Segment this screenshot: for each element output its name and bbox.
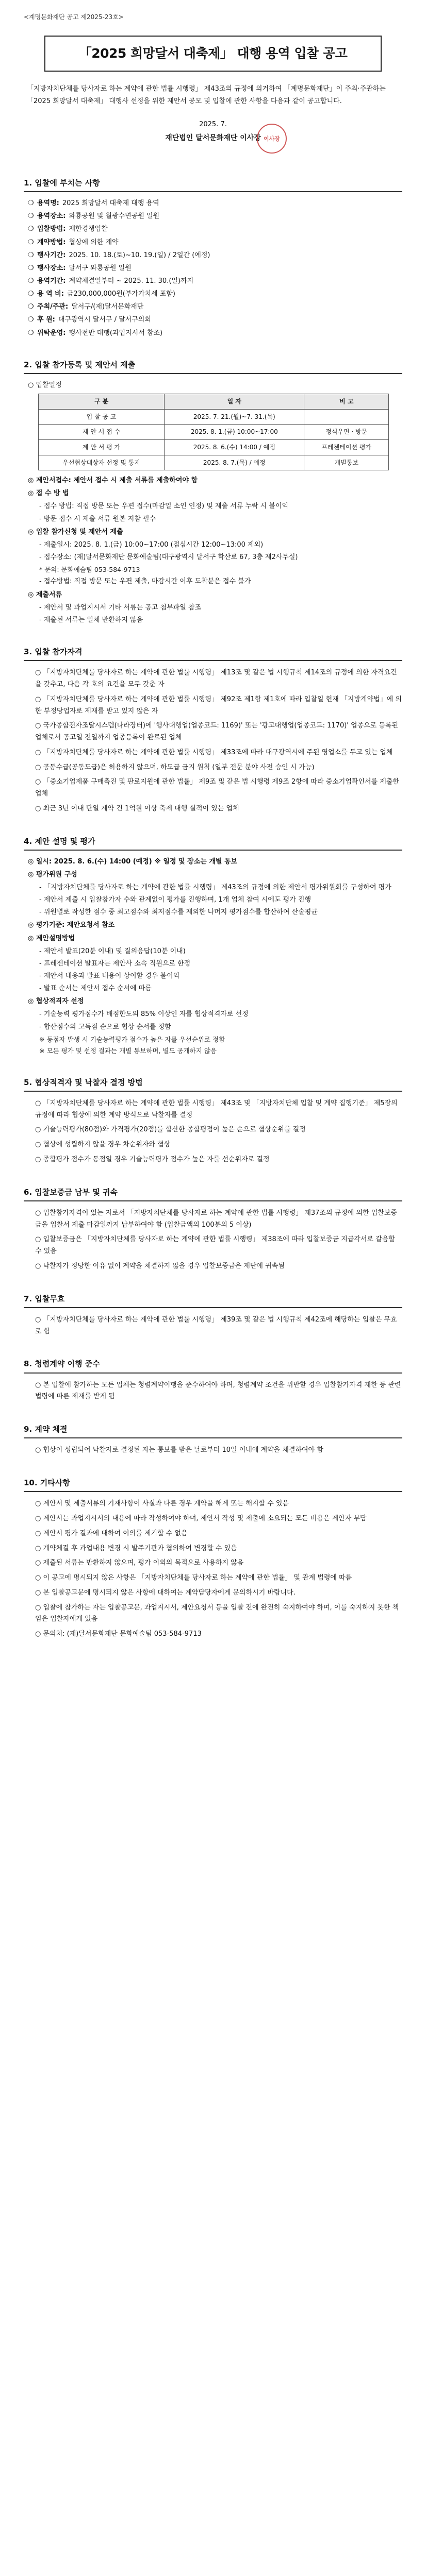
list-item: ◎ 평가기준: 제안요청서 참조: [28, 921, 115, 929]
bid-item-row: [28, 289, 402, 299]
paragraph-item: ○ 문의처: (재)달서문화재단 문화예술팀 053-584-9713: [35, 1630, 202, 1638]
list-item: - 접수 방법: 직접 방문 또는 우편 접수(마감일 소인 인정) 및 제출 서류 누락 시 불이익: [39, 502, 289, 511]
paragraph-item: ○ 입찰보증금은 「지방자치단체를 당사자로 하는 계약에 관한 법률 시행령」 제38조에 따라 입찰보증금 지급각서로 갈음할 수 있음: [35, 1235, 395, 1255]
seal-text: 이사장: [264, 135, 280, 142]
list-item: - 제출된 서류는 일체 반환하지 않음: [39, 616, 143, 624]
list-item: ◎ 협상적격자 선정: [28, 997, 84, 1006]
list-item: ◎ 접 수 방 법: [28, 489, 69, 498]
bid-item-label: 위탁운영:: [37, 329, 66, 337]
integrity-list: [24, 1380, 402, 1403]
bullet-icon: ❍: [28, 303, 34, 311]
list-item: - 기술능력 평가점수가 배점한도의 85% 이상인 자를 협상적격자로 선정: [39, 1010, 249, 1019]
bid-item-label: 행사기간:: [37, 251, 66, 259]
bid-item-value: 달서구/(재)달서문화재단: [71, 303, 144, 311]
schedule-cell: 우선협상대상자 선정 및 통지: [39, 455, 165, 470]
announcement-title: 「2025 희망달서 대축제」 대행 용역 입찰 공고: [44, 36, 382, 72]
schedule-table-body: [39, 409, 389, 470]
section-title: 8. 청렴계약 이행 준수: [24, 1358, 402, 1373]
bid-item-row: [28, 328, 402, 338]
schedule-header-cell: 비 고: [304, 394, 389, 410]
schedule-heading: ○ 입찰일정: [28, 381, 62, 389]
paragraph-item: ○ 「지방자치단체를 당사자로 하는 계약에 관한 법률 시행령」 제43조 및 「지방자치단체 입찰 및 계약 집행기준」 제5장의 규정에 따라 협상에 의한 계약 방식으로 낙찰자를 결정: [35, 1099, 398, 1119]
paragraph-item: ○ 공동수급(공동도급)은 허용하지 않으며, 하도급 금지 원칙 (일부 전문 분야 사전 승인 시 가능): [35, 763, 315, 771]
list-item: - 위원별로 작성한 점수 중 최고점수와 최저점수를 제외한 나머지 평가점수를 합산하여 산술평균: [39, 908, 318, 917]
paragraph-item: ○ 낙찰자가 정당한 이유 없이 계약을 체결하지 않을 경우 입찰보증금은 재단에 귀속됨: [35, 1262, 285, 1270]
bullet-icon: ❍: [28, 290, 34, 298]
issuer-block: [24, 133, 402, 144]
schedule-cell: 2025. 8. 1.(금) 10:00~17:00: [165, 425, 304, 440]
list-item: - 제출일시: 2025. 8. 1.(금) 10:00~17:00 (점심시간 12:00~13:00 제외): [39, 540, 264, 549]
paragraph-item: ○ 기술능력평가(80점)와 가격평가(20점)를 합산한 종합평점이 높은 순으로 협상순위를 결정: [35, 1126, 306, 1134]
table-row: [39, 455, 389, 470]
bid-item-row: [28, 238, 402, 248]
paragraph-item: ○ 계약체결 후 과업내용 변경 시 발주기관과 협의하여 변경할 수 있음: [35, 1544, 237, 1552]
list-item: ◎ 일시: 2025. 8. 6.(수) 14:00 (예정) ※ 일정 및 장소는 개별 통보: [28, 857, 238, 866]
bullet-icon: ❍: [28, 238, 34, 246]
bid-item-row: [28, 198, 402, 209]
misc-list: [24, 1498, 402, 1640]
section-bid-bond: [24, 1187, 402, 1273]
paragraph-item: ○ 본 입찰공고문에 명시되지 않은 사항에 대하여는 계약담당자에게 문의하시기 바랍니다.: [35, 1588, 296, 1597]
section-contract: [24, 1423, 402, 1456]
section-title: 5. 협상적격자 및 낙찰자 결정 방법: [24, 1077, 402, 1092]
section-integrity: [24, 1358, 402, 1403]
bid-item-label: 용 역 비:: [37, 290, 64, 298]
schedule-cell: 프레젠테이션 평가: [304, 439, 389, 455]
paragraph-item: ○ 최근 3년 이내 단일 계약 건 1억원 이상 축제 대행 실적이 있는 업체: [35, 804, 239, 812]
paragraph-item: ○ 「지방자치단체를 당사자로 하는 계약에 관한 법률 시행령」 제13조 및 같은 법 시행규칙 제14조의 규정에 의한 자격요건을 갖추고, 다음 각 호의 요건을 모두 갖춘 자: [35, 669, 397, 689]
bullet-icon: ❍: [28, 329, 34, 337]
bid-item-row: [28, 302, 402, 312]
list-item: - 제안서 발표(20분 이내) 및 질의응답(10분 이내): [39, 947, 186, 955]
bid-item-row: [28, 250, 402, 261]
contract-list: [24, 1445, 402, 1456]
bid-item-label: 용역장소:: [37, 212, 66, 221]
list-item: - 제안서 내용과 발표 내용이 상이할 경우 불이익: [39, 972, 180, 980]
paragraph-item: ○ 「중소기업제품 구매촉진 및 판로지원에 관한 법률」 제9조 및 같은 법 시행령 제9조 2항에 따라 중소기업확인서를 제출한 업체: [35, 778, 399, 798]
section-title: 4. 제안 설명 및 평가: [24, 836, 402, 851]
bid-item-label: 입찰방법:: [37, 225, 66, 233]
list-item: ※ 모든 평가 및 선정 결과는 개별 통보하며, 별도 공개하지 않음: [39, 1047, 217, 1055]
list-item: - 발표 순서는 제안서 접수 순서에 따름: [39, 985, 152, 993]
bid-items-list: [24, 198, 402, 338]
section-title: 1. 입찰에 부치는 사항: [24, 177, 402, 192]
bid-item-value: 금230,000,000원(부가가치세 포함): [67, 290, 175, 298]
invalid-bids-list: [24, 1314, 402, 1338]
issuer-name: 재단법인 달서문화재단 이사장: [165, 134, 261, 143]
list-item: - 제안서 및 과업지시서 기타 서류는 공고 첨부파일 참조: [39, 603, 202, 612]
bullet-icon: ❍: [28, 277, 34, 285]
paragraph-item: ○ 제안서 및 제출서류의 기재사항이 사실과 다른 경우 계약을 해제 또는 해지할 수 있음: [35, 1500, 289, 1508]
table-row: [39, 425, 389, 440]
schedule-header-cell: 구 분: [39, 394, 165, 410]
list-item: ◎ 제안서접수: 제안서 접수 시 제출 서류를 제출하여야 함: [28, 477, 198, 485]
paragraph-item: ○ 「지방자치단체를 당사자로 하는 계약에 관한 법률 시행령」 제92조 제1항 제1호에 따라 입찰일 현재 「지방계약법」에 의한 부정당업자로 제재를 받고 있지 않은 자: [35, 695, 402, 715]
bid-item-label: 후 원:: [37, 316, 55, 324]
section-title: 10. 기타사항: [24, 1477, 402, 1492]
bid-item-value: 와룡공원 및 월광수변공원 일원: [69, 212, 160, 221]
paragraph-item: ○ 국가종합전자조달시스템(나라장터)에 '행사대행업(업종코드: 1169)' 또는 '광고대행업(업종코드: 1170)' 업종으로 등록된 업체로서 공고일 전일까지 업종등록이 완료된 업체: [35, 722, 399, 742]
section-eligibility: [24, 646, 402, 815]
bid-item-row: [28, 211, 402, 222]
schedule-header-cell: 일 자: [165, 394, 304, 410]
bid-item-value: 2025 희망달서 대축제 대행 용역: [62, 199, 159, 208]
schedule-cell: 제 안 서 접 수: [39, 425, 165, 440]
official-seal-icon: [257, 124, 287, 154]
bid-item-label: 용역기간:: [37, 277, 66, 285]
bid-bond-list: [24, 1208, 402, 1273]
document-number: <계명문화재단 공고 제2025-23호>: [24, 13, 124, 21]
registration-list: [24, 476, 402, 625]
bid-item-value: 대구광역시 달서구 / 달서구의회: [58, 316, 151, 324]
eligibility-list: [24, 667, 402, 815]
schedule-table: [38, 394, 389, 470]
schedule-cell: 2025. 8. 6.(수) 14:00 / 예정: [165, 439, 304, 455]
bullet-icon: ❍: [28, 225, 34, 233]
bid-item-value: 제한경쟁입찰: [69, 225, 108, 233]
bid-item-value: 행사전반 대행(과업지시서 참조): [69, 329, 163, 337]
paragraph-item: ○ 이 공고에 명시되지 않은 사항은 「지방자치단체를 당사자로 하는 계약에 관한 법률」 및 관계 법령에 따름: [35, 1574, 352, 1582]
section-invalid-bids: [24, 1293, 402, 1338]
intro-paragraph: 「지방자치단체를 당사자로 하는 계약에 관한 법률 시행령」 제43조의 규정에 의거하여 「계명문화재단」이 주최·주관하는 「2025 희망달서 대축제」 대행사 선정을 위한 제안서 공모 및 입찰에 관한 사항을 다음과 같이 공고합니다.: [27, 85, 386, 105]
schedule-cell: 2025. 8. 7.(목) / 예정: [165, 455, 304, 470]
schedule-cell: 2025. 7. 21.(월)~7. 31.(목): [165, 409, 304, 425]
paragraph-item: ○ 입찰참가자격이 있는 자로서 「지방자치단체를 당사자로 하는 계약에 관한 법률 시행령」 제37조의 규정에 의한 입찰보증금을 입찰서 제출 마감일까지 납부하여야 함 (입찰금액의 100분의 5 이상): [35, 1209, 397, 1229]
schedule-cell: [304, 409, 389, 425]
bid-item-value: 협상에 의한 계약: [69, 238, 119, 246]
list-item: ◎ 제안설명방법: [28, 934, 75, 942]
bid-item-label: 계약방법:: [37, 238, 66, 246]
section-title: 7. 입찰무효: [24, 1293, 402, 1308]
paragraph-item: ○ 「지방자치단체를 당사자로 하는 계약에 관한 법률 시행령」 제39조 및 같은 법 시행규칙 제42조에 해당하는 입찰은 무효로 함: [35, 1315, 397, 1335]
schedule-cell: 개별통보: [304, 455, 389, 470]
bid-item-value: 계약체결일부터 ~ 2025. 11. 30.(일)까지: [69, 277, 194, 285]
list-item: - 합산점수의 고득점 순으로 협상 순서를 정함: [39, 1023, 171, 1031]
list-item: - 제안서 제출 시 입찰참가자 수와 관계없이 평가를 진행하며, 1개 업체 참여 시에도 평가 진행: [39, 896, 312, 904]
bullet-icon: ❍: [28, 251, 34, 259]
bid-item-row: [28, 315, 402, 325]
section-title: 3. 입찰 참가자격: [24, 646, 402, 661]
table-row: [39, 409, 389, 425]
section-bid-items: [24, 177, 402, 338]
section-title: 2. 입찰 참가등록 및 제안서 제출: [24, 359, 402, 374]
bid-item-row: [28, 276, 402, 286]
section-misc: [24, 1477, 402, 1640]
bullet-icon: ❍: [28, 264, 34, 272]
section-registration: [24, 359, 402, 625]
bid-item-row: [28, 224, 402, 234]
paragraph-item: ○ 본 입찰에 참가하는 모든 업체는 청렴계약이행을 준수하여야 하며, 청렴계약 조건을 위반할 경우 입찰참가자격 제한 등 관련 법령에 따른 제재를 받게 됨: [35, 1381, 401, 1401]
paragraph-item: ○ 협상이 성립되어 낙찰자로 결정된 자는 통보를 받은 날로부터 10일 이내에 계약을 체결하여야 함: [35, 1446, 323, 1454]
section-award-method: [24, 1077, 402, 1166]
section-evaluation: [24, 836, 402, 1056]
bid-item-label: 행사장소:: [37, 264, 66, 272]
schedule-cell: 정식우편 · 방문: [304, 425, 389, 440]
bid-item-label: 용역명:: [37, 199, 59, 208]
paragraph-item: ○ 입찰에 참가하는 자는 입찰공고문, 과업지시서, 제안요청서 등을 입찰 전에 완전히 숙지하여야 하며, 이를 숙지하지 못한 책임은 입찰자에게 있음: [35, 1603, 399, 1623]
list-item: * 문의: 문화예술팀 053-584-9713: [39, 566, 140, 574]
table-row: [39, 439, 389, 455]
announcement-date: 2025. 7.: [199, 121, 227, 129]
schedule-cell: 입 찰 공 고: [39, 409, 165, 425]
paragraph-item: ○ 종합평가 점수가 동점일 경우 기술능력평가 점수가 높은 자를 선순위자로 결정: [35, 1155, 270, 1163]
list-item: - 방문 접수 시 제출 서류 원본 지참 필수: [39, 515, 156, 523]
list-item: ※ 동점자 발생 시 기술능력평가 점수가 높은 자를 우선순위로 정함: [39, 1035, 225, 1043]
section-title: 6. 입찰보증금 납부 및 귀속: [24, 1187, 402, 1201]
evaluation-list: [24, 857, 402, 1056]
award-method-list: [24, 1098, 402, 1166]
bid-item-label: 주최/주관:: [37, 303, 69, 311]
schedule-cell: 제 안 서 평 가: [39, 439, 165, 455]
bid-item-row: [28, 263, 402, 274]
bid-item-value: 달서구 와룡공원 일원: [69, 264, 132, 272]
list-item: ◎ 평가위원 구성: [28, 870, 77, 878]
bullet-icon: ❍: [28, 212, 34, 221]
paragraph-item: ○ 제안서 평가 결과에 대하여 이의를 제기할 수 없음: [35, 1529, 188, 1537]
list-item: ◎ 입찰 참가신청 및 제안서 제출: [28, 528, 123, 536]
list-item: - 접수장소: (재)달서문화재단 문화예술팀(대구광역시 달서구 학산로 67, 3층 제2사무실): [39, 553, 298, 561]
list-item: ◎ 제출서류: [28, 590, 62, 599]
schedule-table-header: [39, 394, 389, 410]
bullet-icon: ❍: [28, 199, 34, 208]
paragraph-item: ○ 제출된 서류는 반환하지 않으며, 평가 이외의 목적으로 사용하지 않음: [35, 1559, 244, 1567]
list-item: - 접수방법: 직접 방문 또는 우편 제출, 마감시간 이후 도착분은 접수 불가: [39, 578, 251, 586]
paragraph-item: ○ 제안서는 과업지시서의 내용에 따라 작성하여야 하며, 제안서 작성 및 제출에 소요되는 모든 비용은 제안자 부담: [35, 1515, 367, 1522]
list-item: - 「지방자치단체를 당사자로 하는 계약에 관한 법률 시행령」 제43조의 규정에 의한 제안서 평가위원회를 구성하여 평가: [39, 884, 391, 892]
section-title: 9. 계약 체결: [24, 1423, 402, 1438]
paragraph-item: ○ 「지방자치단체를 당사자로 하는 계약에 관한 법률 시행령」 제33조에 따라 대구광역시에 주된 영업소를 두고 있는 업체: [35, 748, 393, 756]
list-item: - 프레젠테이션 발표자는 제안사 소속 직원으로 한정: [39, 959, 191, 968]
bullet-icon: ❍: [28, 316, 34, 324]
paragraph-item: ○ 협상에 성립하지 않을 경우 차순위자와 협상: [35, 1141, 171, 1148]
bid-item-value: 2025. 10. 18.(토)~10. 19.(일) / 2일간 (예정): [69, 251, 210, 259]
